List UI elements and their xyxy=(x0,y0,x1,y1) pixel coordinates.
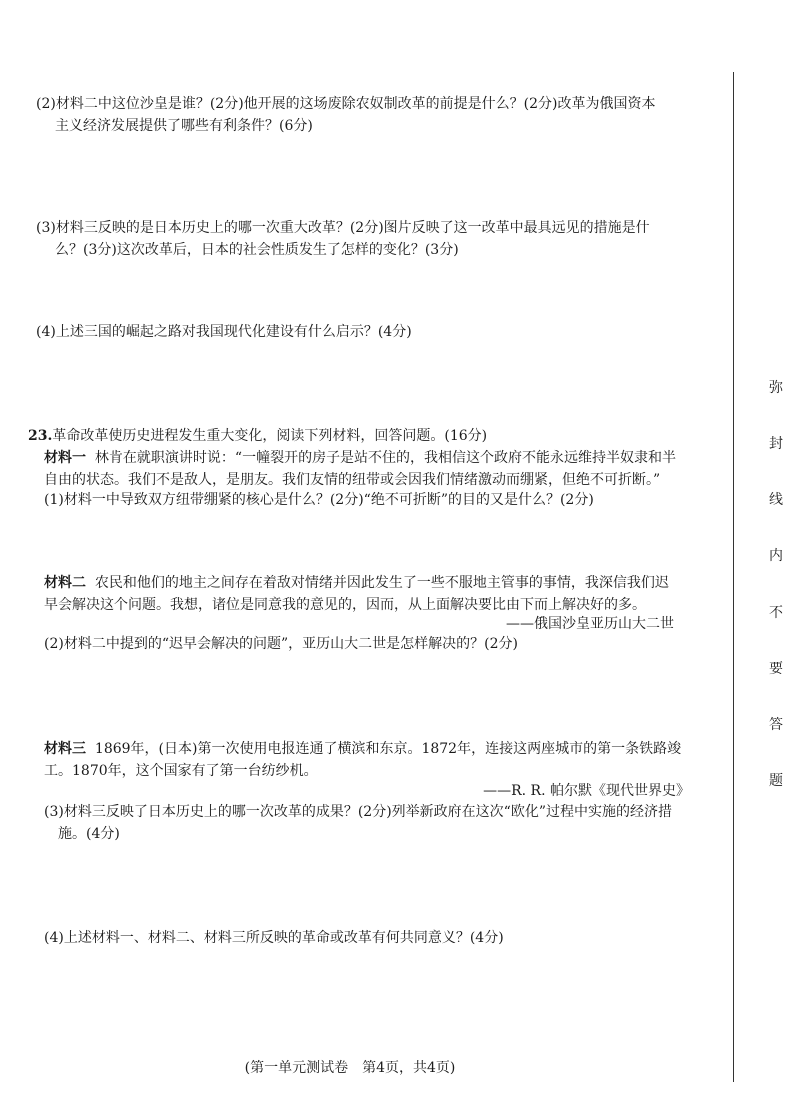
material3-source: ——R. R. 帕尔默《现代世界史》 xyxy=(483,783,690,799)
seal-char-7: 答 xyxy=(769,717,783,733)
q23-part1: (1)材料一中导致双方纽带绷紧的核心是什么？(2分)“绝不可折断”的目的又是什么？(2分) xyxy=(44,492,594,508)
seal-char-1: 弥 xyxy=(769,380,783,396)
q23-number: 23. xyxy=(28,428,53,444)
material2-line2: 早会解决这个问题。我想，诸位是同意我的意见的，因而，从上面解决要比由下而上解决好的多。 xyxy=(44,597,646,613)
seal-line-divider xyxy=(733,72,734,1082)
material2-source: ——俄国沙皇亚历山大二世 xyxy=(506,616,674,632)
seal-char-3: 线 xyxy=(769,492,783,508)
page-footer: (第一单元测试卷 第4页，共4页) xyxy=(244,1060,456,1076)
q22-part2-line1: (2)材料二中这位沙皇是谁？(2分)他开展的这场废除农奴制改革的前提是什么？(2分)改革为俄国资本 xyxy=(36,96,656,112)
q23-part3-line2: 施。(4分) xyxy=(58,826,120,842)
q23-heading xyxy=(28,426,487,446)
q22-part4: (4)上述三国的崛起之路对我国现代化建设有什么启示？(4分) xyxy=(36,324,412,340)
q23-part2: (2)材料二中提到的“迟早会解决的问题”，亚历山大二世是怎样解决的？(2分) xyxy=(44,636,518,652)
q22-part3-line2: 么？(3分)这次改革后，日本的社会性质发生了怎样的变化？(3分) xyxy=(55,242,459,258)
material3-line1 xyxy=(44,739,681,759)
seal-char-6: 要 xyxy=(769,661,783,677)
material2-text-1: 农民和他们的地主之间存在着敌对情绪并因此发生了一些不服地主管事的事情，我深信我们迟 xyxy=(94,575,669,591)
seal-char-4: 内 xyxy=(769,548,783,564)
material2-line1 xyxy=(44,573,669,593)
material3-text-1: 1869年，(日本)第一次使用电报连通了横滨和东京。1872年，连接这两座城市的第一条铁路竣 xyxy=(94,741,682,757)
material1-line1 xyxy=(44,448,676,468)
q23-part3-line1: (3)材料三反映了日本历史上的哪一次改革的成果？(2分)列举新政府在这次“欧化”过程中实施的经济措 xyxy=(44,804,672,820)
seal-char-8: 题 xyxy=(769,773,783,789)
material1-line2: 自由的状态。我们不是敌人，是朋友。我们友情的纽带或会因我们情绪激动而绷紧，但绝不可折断。” xyxy=(44,472,661,488)
material1-text-1: 林肯在就职演讲时说：“一幢裂开的房子是站不住的，我相信这个政府不能永远维持半奴隶和半 xyxy=(94,450,677,466)
seal-char-2: 封 xyxy=(769,436,783,452)
material2-label: 材料二 xyxy=(44,575,86,591)
q22-part2-line2: 主义经济发展提供了哪些有利条件？(6分) xyxy=(55,118,313,134)
q22-part3-line1: (3)材料三反映的是日本历史上的哪一次重大改革？(2分)图片反映了这一改革中最具远见的措施是什 xyxy=(36,220,650,236)
material3-line2: 工。1870年，这个国家有了第一台纺纱机。 xyxy=(44,763,318,779)
seal-char-5: 不 xyxy=(769,605,783,621)
material3-label: 材料三 xyxy=(44,741,86,757)
q23-part4: (4)上述材料一、材料二、材料三所反映的革命或改革有何共同意义？(4分) xyxy=(44,930,504,946)
q23-stem: 革命改革使历史进程发生重大变化，阅读下列材料，回答问题。(16分) xyxy=(52,428,488,444)
material1-label: 材料一 xyxy=(44,450,86,466)
